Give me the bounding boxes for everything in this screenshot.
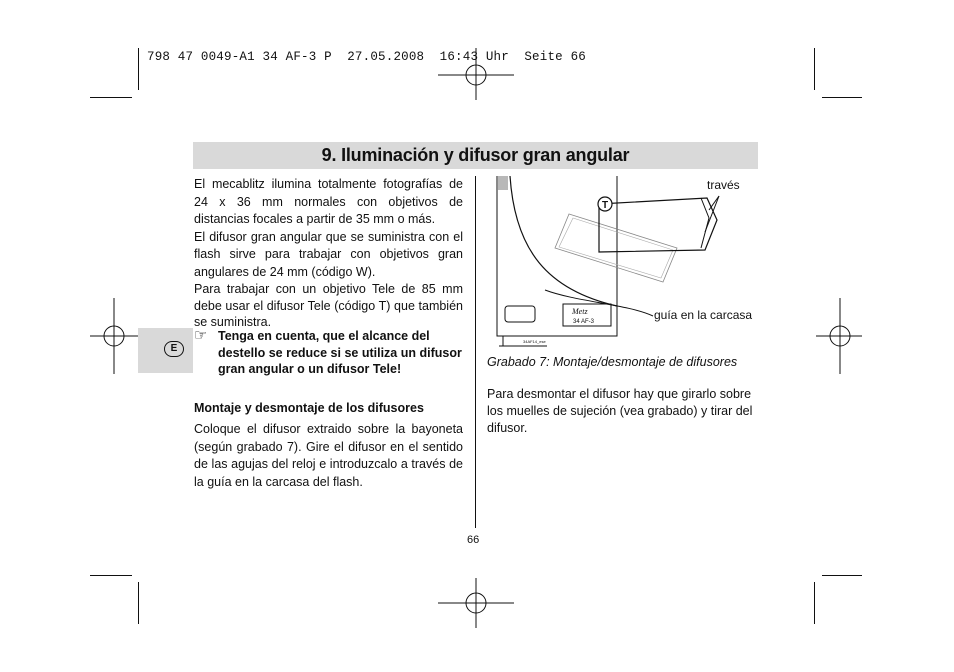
mounting-text	[194, 421, 463, 491]
column-divider	[475, 176, 476, 528]
figure-label-bottom: guía en la carcasa	[654, 308, 753, 322]
section-title: 9. Iluminación y difusor gran angular	[321, 145, 630, 165]
removal-text	[487, 386, 757, 437]
figure-label-top: través	[707, 178, 740, 192]
section-title-bar	[193, 142, 758, 169]
paragraph: Para desmontar el difusor hay que girarlo sobre los muelles de sujeción (vea grabado) y tirar del difusor.	[487, 387, 753, 435]
figure-caption: Grabado 7: Montaje/desmontaje de difusores	[487, 355, 738, 369]
intro-text	[194, 176, 463, 331]
print-header: 798 47 0049-A1 34 AF-3 P 27.05.2008 16:43 Uhr Seite 66	[147, 50, 586, 64]
warning-note: Tenga en cuenta, que el alcance del destello se reduce si se utiliza un difusor gran angular o un difusor Tele!	[218, 329, 462, 376]
figure-brand: Metz	[572, 307, 588, 316]
figure-file-tag: 34AF14_ese	[523, 339, 546, 344]
subheading: Montaje y desmontaje de los difusores	[194, 401, 424, 415]
paragraph: Coloque el difusor extraido sobre la bayoneta (según grabado 7). Gire el difusor en el sentido de las agujas del reloj e introduzcalo a través de la guía en la carcasa del flash.	[194, 422, 463, 489]
pointing-hand-icon: ☞	[194, 327, 208, 344]
figure-marker: T	[601, 200, 609, 211]
page-number: 66	[467, 534, 480, 546]
paragraph: El mecablitz ilumina totalmente fotografías de 24 x 36 mm normales con objetivos de distancias focales a partir de 35 mm o más.	[194, 177, 463, 226]
figure-model: 34 AF-3	[573, 319, 595, 325]
language-tab-label: E	[164, 341, 184, 357]
paragraph: El difusor gran angular que se suministra con el flash sirve para trabajar con objetivos gran angulares de 24 mm (código W).	[194, 229, 463, 279]
paragraph: Para trabajar con un objetivo Tele de 85 mm debe usar el difusor Tele (código T) que también se suministra.	[194, 282, 463, 329]
